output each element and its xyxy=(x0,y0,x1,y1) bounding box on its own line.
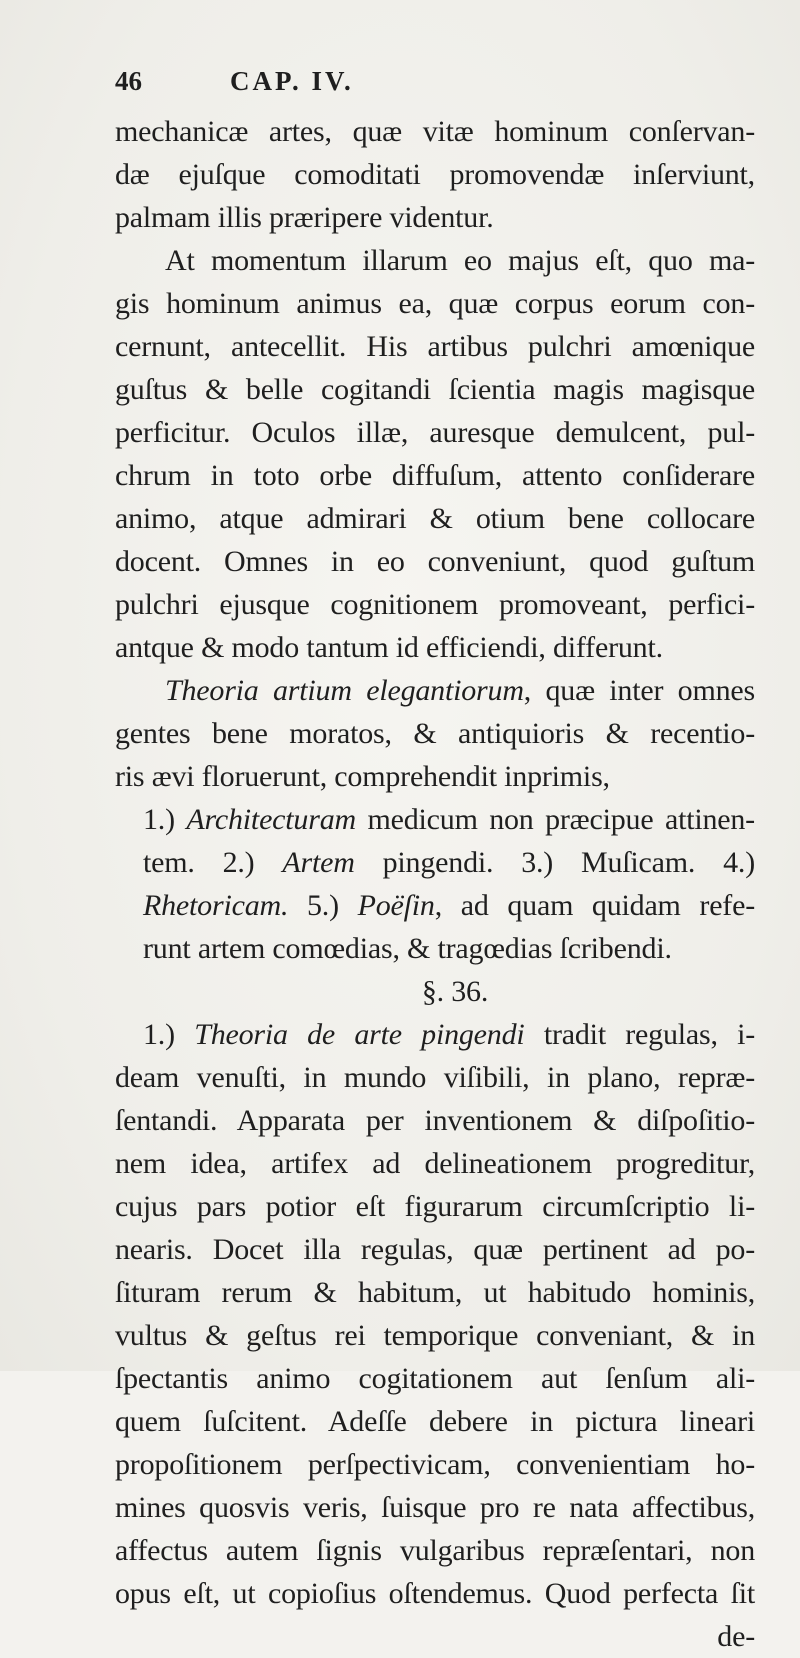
text-line: gentes bene moratos, & antiquioris & recentio- xyxy=(115,717,755,750)
running-head: CAP. IV. xyxy=(230,66,354,96)
text-line: tem. 2.) Artem pingendi. 3.) Muſicam. 4.) xyxy=(143,846,755,879)
text-line: Rhetoricam. 5.) Poëſin, ad quam quidam refe- xyxy=(143,889,756,922)
text-line: ſituram rerum & habitum, ut habitudo hominis, xyxy=(115,1276,755,1309)
text-line: nem idea, artifex ad delineationem progreditur, xyxy=(115,1147,755,1180)
text-line: perficitur. Oculos illæ, auresque demulcent, pul- xyxy=(115,416,755,449)
text-line: affectus autem ſignis vulgaribus repræſentari, non xyxy=(115,1534,755,1567)
text-line: ſentandi. Apparata per inventionem & diſpoſitio- xyxy=(115,1104,755,1137)
text-line: mechanicæ artes, quæ vitæ hominum conſervan- xyxy=(115,115,755,148)
text-line: cernunt, antecellit. His artibus pulchri amœnique xyxy=(115,330,755,363)
text-line: Theoria artium elegantiorum, quæ inter omnes xyxy=(165,674,755,707)
text-line: ris ævi floruerunt, comprehendit inprimis, xyxy=(115,760,610,793)
text-line: palmam illis præripere videntur. xyxy=(115,201,494,234)
italic-phrase: Artem xyxy=(282,846,355,879)
text-line: quem ſuſcitent. Adeſſe debere in pictura lineari xyxy=(115,1405,755,1438)
text-line: nearis. Docet illa regulas, quæ pertinent ad po- xyxy=(115,1233,755,1266)
italic-phrase: Rhetoricam. xyxy=(143,889,289,922)
text-line: 1.) Theoria de arte pingendi tradit regulas, i- xyxy=(143,1018,756,1051)
catchword: de- xyxy=(717,1620,755,1653)
text-line: docent. Omnes in eo conveniunt, quod guſtum xyxy=(115,545,755,578)
text-line: gis hominum animus ea, quæ corpus eorum con- xyxy=(115,287,755,320)
italic-phrase: Theoria de arte pingendi xyxy=(194,1018,525,1051)
page-header xyxy=(115,66,715,102)
text-line: 1.) Architecturam medicum non præcipue attinen- xyxy=(143,803,755,836)
text-line: runt artem comœdias, & tragœdias ſcribendi. xyxy=(143,932,672,965)
text-line: opus eſt, ut copioſius oſtendemus. Quod perfecta ſit xyxy=(115,1577,755,1610)
text-line: cujus pars potior eſt figurarum circumſcriptio li- xyxy=(115,1190,755,1223)
body-text xyxy=(115,110,755,1658)
text-line: guſtus & belle cogitandi ſcientia magis magisque xyxy=(115,373,755,406)
text-line: mines quosvis veris, ſuisque pro re nata affectibus, xyxy=(115,1491,755,1524)
section-heading: §. 36. xyxy=(421,975,489,1008)
text-line: deam venuſti, in mundo viſibili, in plano, repræ- xyxy=(115,1061,755,1094)
text-line: propoſitionem perſpectivicam, convenientiam ho- xyxy=(115,1448,755,1481)
italic-phrase: Poëſin xyxy=(357,889,435,922)
text-line: ſpectantis animo cogitationem aut ſenſum ali- xyxy=(115,1362,755,1395)
italic-phrase: Theoria artium elegantiorum xyxy=(165,674,524,707)
italic-phrase: Architecturam xyxy=(186,803,356,836)
text-line: antque & modo tantum id efficiendi, differunt. xyxy=(115,631,663,664)
text-line: vultus & geſtus rei temporique conveniant, & in xyxy=(115,1319,755,1352)
text-line: chrum in toto orbe diffuſum, attento conſiderare xyxy=(115,459,755,492)
text-line: dæ ejuſque comoditati promovendæ inſerviunt, xyxy=(115,158,755,191)
text-line: animo, atque admirari & otium bene collocare xyxy=(115,502,755,535)
page-number: 46 xyxy=(115,66,142,96)
text-line: At momentum illarum eo majus eſt, quo ma- xyxy=(165,244,755,277)
text-line: pulchri ejusque cognitionem promoveant, perfici- xyxy=(115,588,755,621)
